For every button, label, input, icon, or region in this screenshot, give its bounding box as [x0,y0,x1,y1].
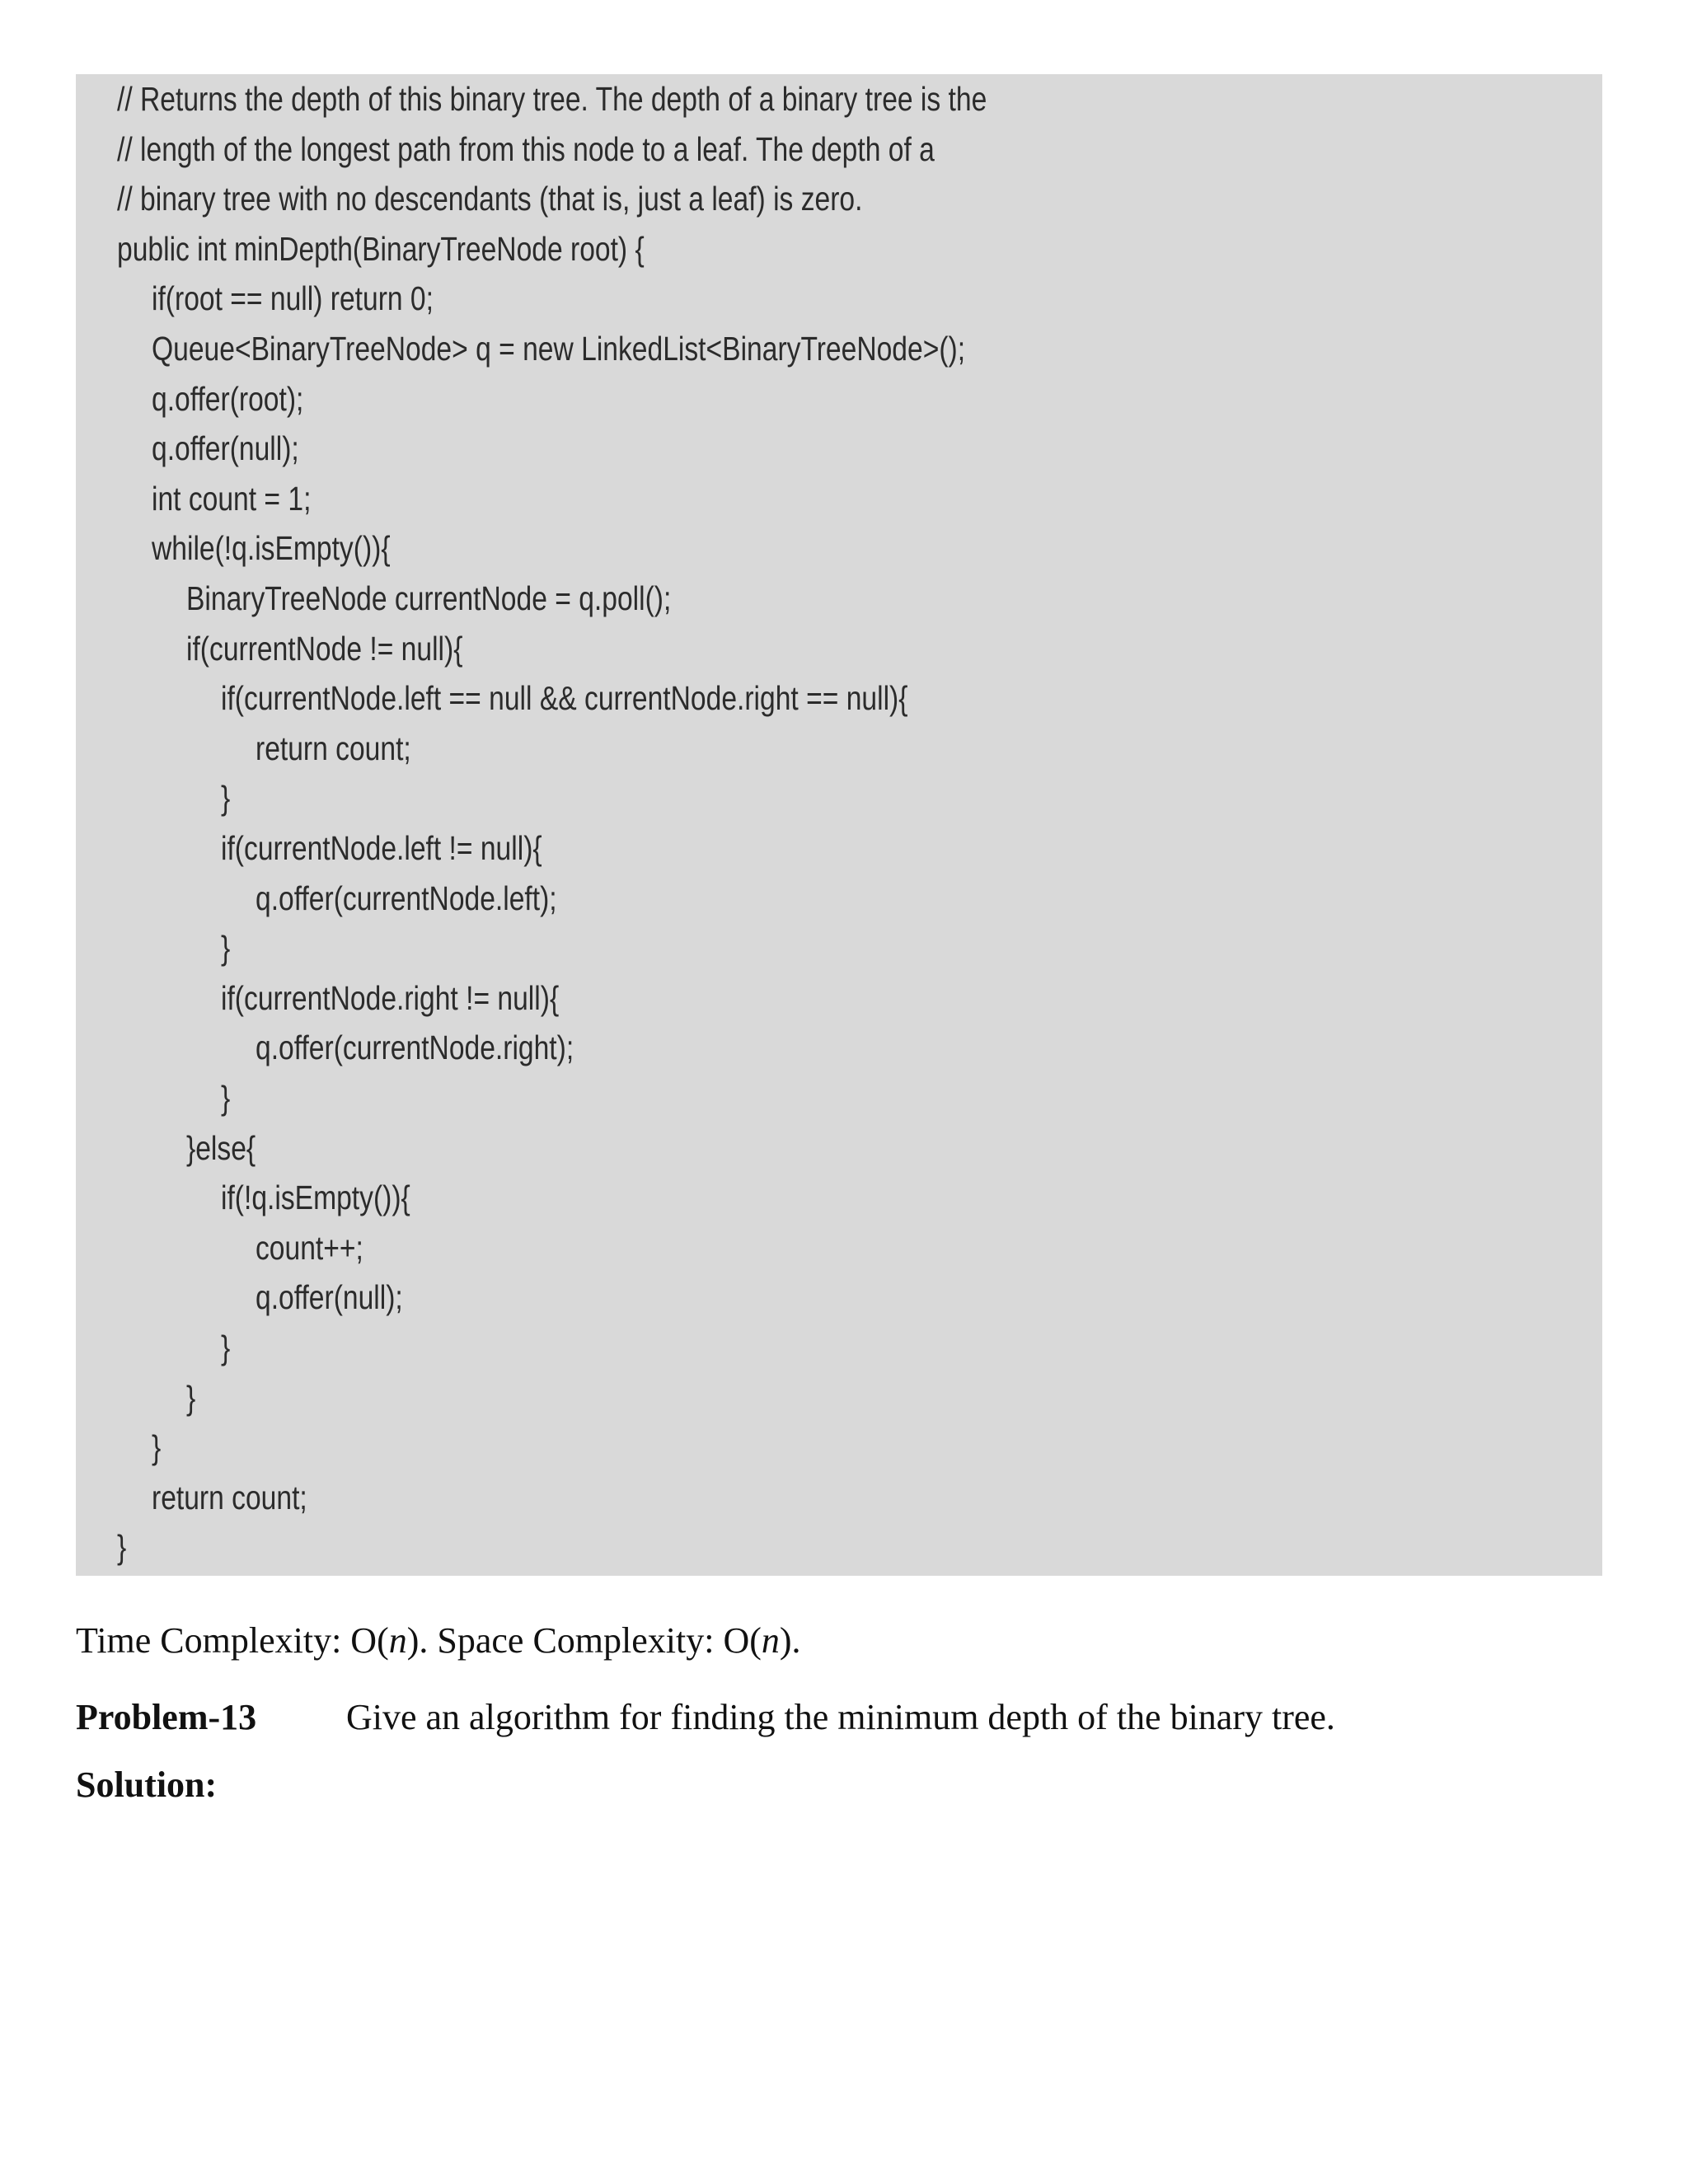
code-line: if(!q.isEmpty()){ [221,1179,410,1217]
code-line: } [221,1079,231,1117]
space-complexity-variable: n [761,1620,780,1661]
code-line: q.offer(currentNode.right); [256,1029,574,1067]
code-line: // Returns the depth of this binary tree. The depth of a binary tree is the [117,80,987,118]
code-line: q.offer(null); [152,429,299,468]
code-line: q.offer(null); [256,1278,403,1317]
code-line: int count = 1; [152,479,312,518]
code-line: } [186,1378,196,1417]
solution-label: Solution: [76,1765,218,1805]
code-line: q.offer(root); [152,379,304,418]
code-line: if(currentNode != null){ [186,629,463,668]
code-line: Queue<BinaryTreeNode> q = new LinkedList<BinaryTreeNode>(); [152,330,966,368]
code-line: if(currentNode.left != null){ [221,829,542,867]
complexity-end: ). [779,1620,801,1661]
code-line: return count; [256,729,411,767]
code-line: q.offer(currentNode.left); [256,879,557,917]
code-line: if(currentNode.right != null){ [221,978,560,1017]
problem-row [76,1696,1335,1738]
time-complexity-label: Time Complexity: O( [76,1620,389,1661]
complexity-line [76,1619,801,1661]
code-line: } [221,779,231,818]
code-line: if(root == null) return 0; [152,279,434,318]
code-line: BinaryTreeNode currentNode = q.poll(); [186,579,672,617]
code-line: return count; [152,1478,307,1516]
code-line: // length of the longest path from this node to a leaf. The depth of a [117,129,935,168]
code-line: } [117,1528,127,1567]
problem-label: Problem-13 [76,1697,257,1737]
code-line: public int minDepth(BinaryTreeNode root) { [117,229,645,268]
code-line: while(!q.isEmpty()){ [152,529,391,568]
code-line: } [221,1329,231,1366]
code-line: count++; [256,1228,363,1267]
code-line: if(currentNode.left == null && currentNode.right == null){ [221,679,908,718]
code-line: } [221,929,231,968]
problem-text: Give an algorithm for finding the minimum depth of the binary tree. [346,1697,1335,1737]
code-line: }else{ [186,1128,256,1167]
time-complexity-variable: n [388,1620,407,1661]
code-block [76,74,1602,1576]
code-line: // binary tree with no descendants (that is, just a leaf) is zero. [117,180,863,218]
space-complexity-label: ). Space Complexity: O( [406,1620,762,1661]
code-line: } [152,1428,162,1467]
